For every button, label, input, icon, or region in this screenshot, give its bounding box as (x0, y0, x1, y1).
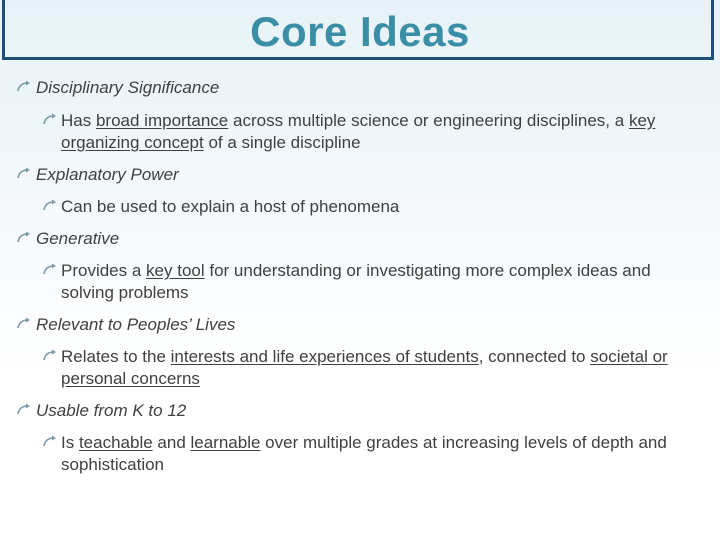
level1-item (16, 164, 720, 186)
underlined-phrase: key organizing concept (61, 111, 656, 152)
level2-text (61, 196, 702, 218)
level1-label: Generative (36, 229, 120, 248)
text-run: across multiple science or engineering disciplines, a (228, 111, 629, 130)
text-run: Is (61, 433, 79, 452)
level1-label: Usable from K to 12 (36, 401, 187, 420)
level2-item (42, 432, 702, 476)
level2-text (61, 346, 702, 390)
curved-arrow-bullet-icon (16, 231, 32, 245)
underlined-phrase: societal or personal concerns (61, 347, 668, 388)
curved-arrow-bullet-icon (42, 199, 58, 213)
level2-text (61, 110, 702, 154)
curved-arrow-bullet-icon (42, 349, 58, 363)
underlined-phrase: learnable (190, 433, 261, 452)
curved-arrow-bullet-icon (42, 263, 58, 277)
text-run: of a single discipline (203, 133, 361, 152)
curved-arrow-bullet-icon (42, 113, 58, 127)
level2-item (42, 196, 702, 218)
curved-arrow-bullet-icon (16, 403, 32, 417)
level1-item (16, 400, 720, 422)
text-run: over multiple grades at increasing levels of depth and sophistication (61, 433, 667, 474)
text-run: , connected to (478, 347, 591, 366)
text-run: Provides a (61, 261, 147, 280)
text-run: and (152, 433, 191, 452)
text-run: Relates to the (61, 347, 171, 366)
curved-arrow-bullet-icon (42, 435, 58, 449)
text-run: Can be used to explain a host of phenomena (61, 197, 400, 216)
level1-label: Relevant to Peoples’ Lives (36, 315, 236, 334)
level2-item (42, 346, 702, 390)
level1-label: Explanatory Power (36, 165, 179, 184)
level1-label: Disciplinary Significance (36, 78, 220, 97)
level1-item (16, 77, 720, 99)
level2-text (61, 260, 702, 304)
level2-item (42, 260, 702, 304)
text-run: for understanding or investigating more complex ideas and solving problems (61, 261, 651, 302)
text-run: Has (61, 111, 96, 130)
curved-arrow-bullet-icon (16, 167, 32, 181)
curved-arrow-bullet-icon (16, 80, 32, 94)
underlined-phrase: broad importance (95, 111, 229, 130)
level1-item (16, 314, 720, 336)
level1-item (16, 228, 720, 250)
underlined-phrase: key tool (146, 261, 205, 280)
curved-arrow-bullet-icon (16, 317, 32, 331)
underlined-phrase: interests and life experiences of students (170, 347, 479, 366)
slide-title: Core Ideas (250, 8, 470, 55)
level2-item (42, 110, 702, 154)
level2-text (61, 432, 702, 476)
underlined-phrase: teachable (78, 433, 153, 452)
